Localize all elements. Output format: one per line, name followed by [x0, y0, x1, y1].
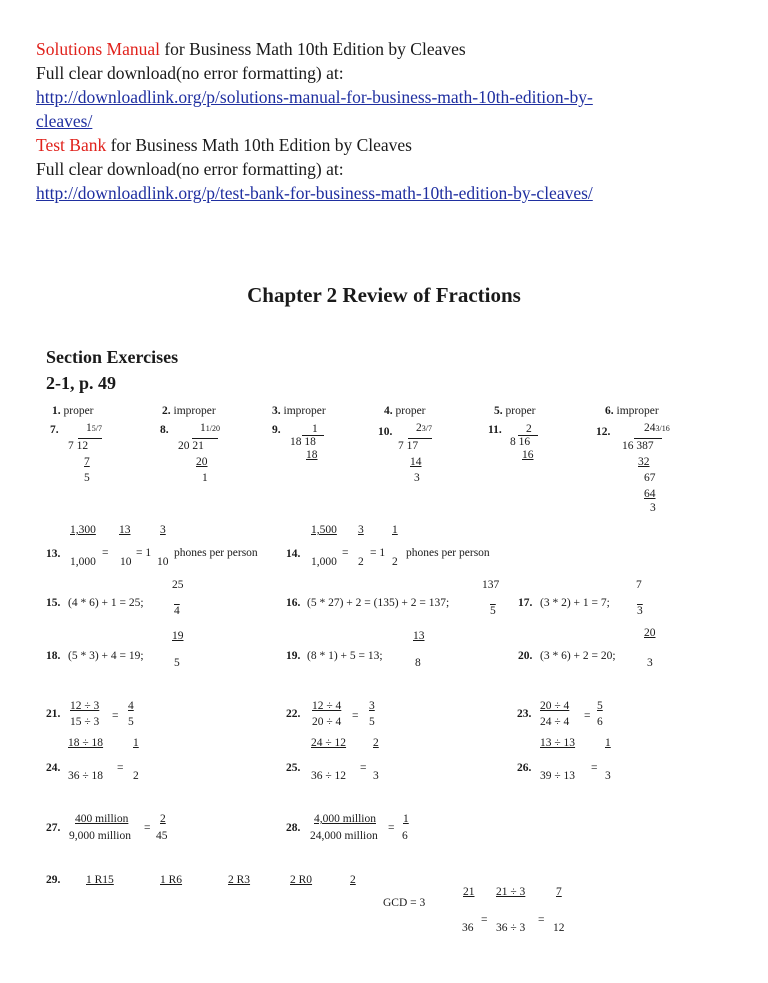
problem-13-den3: 10 [157, 556, 169, 568]
problem-22-bot: 20 ÷ 4 [312, 716, 342, 728]
problem-24-eq: = [117, 762, 124, 774]
problem-13-eq: = [102, 547, 109, 559]
problem-8-quotient: 11/20 [200, 422, 220, 434]
problem-13-num2: 13 [119, 524, 131, 536]
problem-26-number: 26. [517, 762, 532, 774]
problem-26-rn: 1 [605, 737, 611, 749]
problem-9-divisor: 18 18 [290, 436, 316, 448]
problem-7-divisor: 7 12 [68, 440, 89, 452]
problem-14-num3: 1 [392, 524, 398, 536]
problem-25-bot: 36 ÷ 12 [311, 770, 347, 782]
problem-21-top: 12 ÷ 3 [70, 700, 100, 712]
test-bank-label: Test Bank [36, 135, 107, 155]
solutions-link-part-1[interactable]: http://downloadlink.org/p/solutions-manual-for-business-math-10th-edition-by- [36, 87, 593, 107]
problem-29-number: 29. [46, 874, 61, 886]
solutions-link-part-2[interactable]: cleaves/ [36, 111, 93, 131]
problem-14-mid: = 1 [370, 547, 386, 559]
problem-11-divisor: 8 16 [510, 436, 531, 448]
problem-17-num: 7 [636, 579, 642, 591]
header-line-4-text: for Business Math 10th Edition by Cleaves [106, 135, 412, 155]
problem-16-den: 5 [490, 605, 496, 617]
header-line-1-text: for Business Math 10th Edition by Cleaves [159, 39, 466, 59]
chapter-title: Chapter 2 Review of Fractions [247, 283, 521, 307]
problem-4: 4. proper [384, 405, 426, 417]
problem-12-step-2: 64 [644, 488, 656, 500]
problem-11-number: 11. [488, 424, 502, 436]
problem-25-top: 24 ÷ 12 [311, 737, 347, 749]
problem-26-rd: 3 [605, 770, 611, 782]
problem-27-rd: 45 [156, 830, 168, 842]
problem-12-quotient: 243/16 [644, 422, 670, 434]
problem-8-number: 8. [160, 424, 169, 436]
problem-29-e: 36 ÷ 3 [496, 922, 526, 934]
problem-6: 6. improper [605, 405, 659, 417]
problem-16-number: 16. [286, 597, 301, 609]
problem-28-rd: 6 [402, 830, 408, 842]
problem-7-quotient: 15/7 [86, 422, 102, 434]
problem-14-num1: 1,500 [311, 524, 337, 536]
problem-14-eq: = [342, 547, 349, 559]
problem-10-quotient: 23/7 [416, 422, 432, 434]
problem-25-number: 25. [286, 762, 301, 774]
problem-24-rd: 2 [133, 770, 139, 782]
problem-14-tail: phones per person [406, 547, 490, 559]
problem-27-bot: 9,000 million [69, 830, 131, 842]
problem-5: 5. proper [494, 405, 536, 417]
header-line-2: Full clear download(no error formatting) at: [36, 63, 344, 83]
problem-25-eq: = [360, 762, 367, 774]
problem-10-remainder: 3 [414, 472, 420, 484]
problem-24-number: 24. [46, 762, 61, 774]
problem-24-rn: 1 [133, 737, 139, 749]
problem-21-rn: 4 [128, 700, 134, 712]
problem-27-number: 27. [46, 822, 61, 834]
problem-29-div-1: 1 R15 [86, 874, 114, 886]
problem-13-den1: 1,000 [70, 556, 96, 568]
problem-3: 3. improper [272, 405, 326, 417]
problem-20-number: 20. [518, 650, 533, 662]
problem-1: 1. proper [52, 405, 94, 417]
problem-29-a: 21 [463, 886, 475, 898]
problem-13-den2: 10 [120, 556, 132, 568]
problem-28-number: 28. [286, 822, 301, 834]
problem-13-num3: 3 [160, 524, 166, 536]
problem-28-rn: 1 [403, 813, 409, 825]
problem-21-number: 21. [46, 708, 61, 720]
problem-17-den: 3 [637, 605, 643, 617]
problem-27-rn: 2 [160, 813, 166, 825]
problem-19-num: 13 [413, 630, 425, 642]
problem-13-number: 13. [46, 548, 61, 560]
problem-22-rn: 3 [369, 700, 375, 712]
problem-23-top: 20 ÷ 4 [540, 700, 570, 712]
problem-7-number: 7. [50, 424, 59, 436]
problem-29-div-3: 2 R3 [228, 874, 251, 886]
problem-9-number: 9. [272, 424, 281, 436]
problem-29-c: 7 [556, 886, 562, 898]
problem-15-number: 15. [46, 597, 61, 609]
problem-28-bot: 24,000 million [310, 830, 378, 842]
problem-25-rn: 2 [373, 737, 379, 749]
problem-26-top: 13 ÷ 13 [540, 737, 576, 749]
problem-29-b: 21 ÷ 3 [496, 886, 526, 898]
problem-11-quotient: 2 [526, 423, 532, 435]
problem-12-divisor: 16 387 [622, 440, 654, 452]
problem-22-eq: = [352, 710, 359, 722]
problem-7-step: 7 [84, 456, 90, 468]
problem-7-remainder: 5 [84, 472, 90, 484]
problem-20-expr: (3 * 6) + 2 = 20; [540, 650, 616, 662]
problem-27-top: 400 million [75, 813, 129, 825]
problem-18-number: 18. [46, 650, 61, 662]
problem-8-divisor: 20 21 [178, 440, 204, 452]
problem-14-den1: 1,000 [311, 556, 337, 568]
problem-17-expr: (3 * 2) + 1 = 7; [540, 597, 610, 609]
problem-16-num: 137 [482, 579, 500, 591]
test-bank-link[interactable]: http://downloadlink.org/p/test-bank-for-business-math-10th-edition-by-cleaves/ [36, 183, 593, 203]
problem-22-rd: 5 [369, 716, 375, 728]
problem-13-tail: phones per person [174, 547, 258, 559]
problem-12-step-1: 32 [638, 456, 650, 468]
problem-12-number: 12. [596, 426, 611, 438]
section-subtitle: 2-1, p. 49 [46, 373, 117, 393]
problem-23-rn: 5 [597, 700, 603, 712]
problem-21-bot: 15 ÷ 3 [70, 716, 100, 728]
problem-15-num: 25 [172, 579, 184, 591]
problem-28-eq: = [388, 822, 395, 834]
problem-20-den: 3 [647, 657, 653, 669]
problem-29-eq-1: = [481, 914, 488, 926]
problem-26-bot: 39 ÷ 13 [540, 770, 576, 782]
problem-29-div-2: 1 R6 [160, 874, 183, 886]
problem-18-den: 5 [174, 657, 180, 669]
problem-14-num2: 3 [358, 524, 364, 536]
problem-18-num: 19 [172, 630, 184, 642]
problem-15-expr: (4 * 6) + 1 = 25; [68, 597, 144, 609]
problem-21-eq: = [112, 710, 119, 722]
problem-14-den2: 2 [358, 556, 364, 568]
problem-19-number: 19. [286, 650, 301, 662]
problem-12-line-2: 67 [644, 472, 656, 484]
problem-19-den: 8 [415, 657, 421, 669]
problem-29-gcd: GCD = 3 [383, 897, 426, 909]
problem-11-step: 16 [522, 449, 534, 461]
section-title: Section Exercises [46, 347, 179, 367]
problem-9-step: 18 [306, 449, 318, 461]
problem-22-top: 12 ÷ 4 [312, 700, 342, 712]
problem-18-expr: (5 * 3) + 4 = 19; [68, 650, 144, 662]
problem-13-mid: = 1 [136, 547, 152, 559]
problem-23-number: 23. [517, 708, 532, 720]
problem-29-div-4: 2 R0 [290, 874, 313, 886]
header-line-4 [36, 133, 412, 157]
problem-22-number: 22. [286, 708, 301, 720]
problem-16-expr: (5 * 27) + 2 = (135) + 2 = 137; [307, 597, 450, 609]
problem-19-expr: (8 * 1) + 5 = 13; [307, 650, 383, 662]
problem-21-rd: 5 [128, 716, 134, 728]
problem-25-rd: 3 [373, 770, 379, 782]
problem-29-d: 36 [462, 922, 474, 934]
header-line-5: Full clear download(no error formatting) at: [36, 159, 344, 179]
problem-2: 2. improper [162, 405, 216, 417]
problem-27-eq: = [144, 822, 151, 834]
problem-28-top: 4,000 million [314, 813, 376, 825]
problem-10-divisor: 7 17 [398, 440, 419, 452]
problem-24-top: 18 ÷ 18 [68, 737, 104, 749]
problem-10-number: 10. [378, 426, 393, 438]
problem-12-remainder: 3 [650, 502, 656, 514]
problem-15-den: 4 [174, 605, 180, 617]
problem-23-rd: 6 [597, 716, 603, 728]
header-line-1 [36, 37, 466, 61]
problem-29-f: 12 [553, 922, 565, 934]
problem-13-num1: 1,300 [70, 524, 96, 536]
problem-24-bot: 36 ÷ 18 [68, 770, 104, 782]
problem-8-remainder: 1 [202, 472, 208, 484]
problem-14-number: 14. [286, 548, 301, 560]
problem-29-div-5: 2 [350, 874, 356, 886]
problem-23-eq: = [584, 710, 591, 722]
problem-26-eq: = [591, 762, 598, 774]
problem-20-num: 20 [644, 627, 656, 639]
problem-10-step: 14 [410, 456, 422, 468]
problem-23-bot: 24 ÷ 4 [540, 716, 570, 728]
solutions-manual-label: Solutions Manual [36, 39, 160, 59]
problem-17-number: 17. [518, 597, 533, 609]
problem-14-den3: 2 [392, 556, 398, 568]
problem-29-eq-2: = [538, 914, 545, 926]
problem-9-quotient: 1 [312, 423, 318, 435]
problem-8-step: 20 [196, 456, 208, 468]
